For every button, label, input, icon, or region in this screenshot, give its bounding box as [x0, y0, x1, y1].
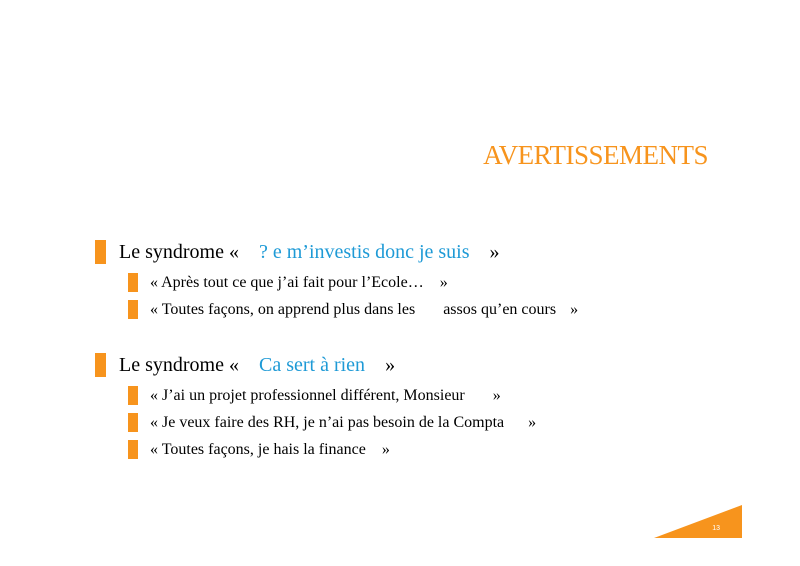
main-bullet-item — [95, 237, 578, 267]
bullet-accent-text: Ca sert à rien — [258, 353, 366, 376]
section-syndrome-1 — [95, 237, 578, 323]
square-bullet-icon — [128, 273, 138, 292]
sub-bullet-end: » — [492, 386, 501, 404]
square-bullet-icon — [95, 240, 106, 264]
sub-bullet-text-2: assos qu’en cours — [443, 300, 557, 318]
bullet-accent-text: ? e m’investis donc je suis — [258, 240, 470, 263]
sub-bullet-end: » — [570, 300, 579, 318]
sub-bullet-item — [128, 436, 536, 463]
sub-bullet-text: « Toutes façons, on apprend plus dans les — [150, 300, 416, 318]
sub-bullet-text: « Je veux faire des RH, je n’ai pas besoin de la Compta — [150, 413, 505, 431]
square-bullet-icon — [95, 353, 106, 377]
sub-bullet-item — [128, 269, 578, 296]
sub-bullet-text: « Après tout ce que j’ai fait pour l’Ecole… — [150, 273, 424, 291]
sub-bullet-item — [128, 382, 536, 409]
square-bullet-icon — [128, 413, 138, 432]
sub-bullet-end: » — [528, 413, 537, 431]
bullet-prefix: Le syndrome « — [119, 353, 239, 376]
bullet-suffix: » — [489, 240, 500, 263]
bullet-prefix: Le syndrome « — [119, 240, 239, 263]
slide-number: 13 — [712, 525, 720, 532]
sub-bullet-end: » — [439, 273, 448, 291]
main-bullet-item — [95, 350, 536, 380]
sub-bullet-text: « Toutes façons, je hais la finance — [150, 440, 366, 458]
slide-number-corner — [654, 505, 742, 538]
square-bullet-icon — [128, 386, 138, 405]
sub-bullet-list — [128, 382, 536, 463]
square-bullet-icon — [128, 300, 138, 319]
sub-bullet-end: » — [381, 440, 390, 458]
bullet-suffix: » — [385, 353, 396, 376]
square-bullet-icon — [128, 440, 138, 459]
slide-title: AVERTISSEMENTS — [483, 140, 708, 170]
sub-bullet-item — [128, 409, 536, 436]
orange-corner-triangle-icon — [654, 505, 742, 538]
sub-bullet-text: « J’ai un projet professionnel différent, Monsieur — [150, 386, 465, 404]
sub-bullet-list — [128, 269, 578, 323]
sub-bullet-item — [128, 296, 578, 323]
section-syndrome-2 — [95, 350, 536, 463]
